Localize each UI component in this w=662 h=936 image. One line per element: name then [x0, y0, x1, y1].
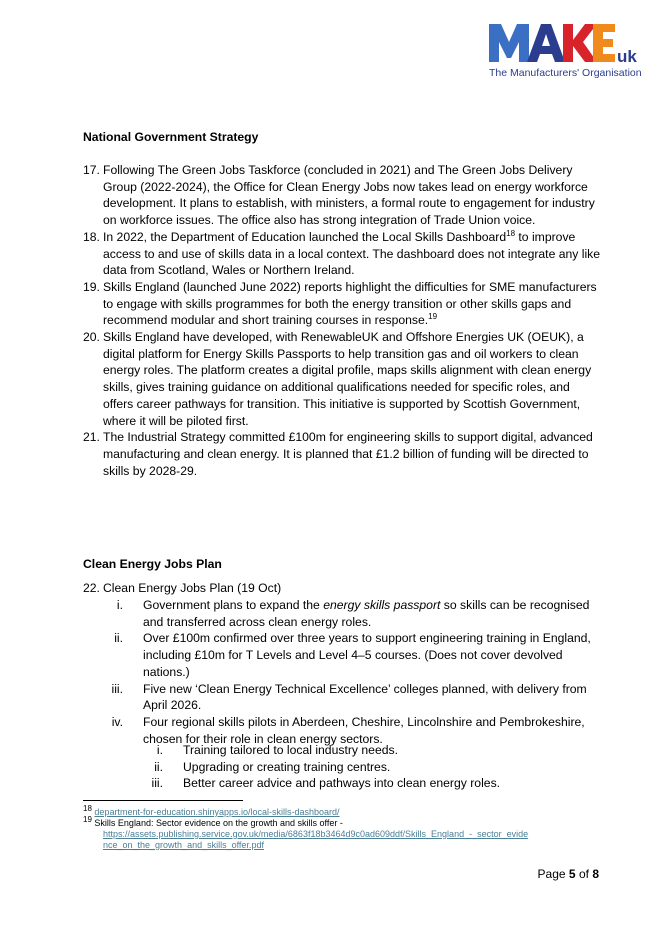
- total-pages: 8: [592, 867, 599, 881]
- item-text: Training tailored to local industry needs.: [183, 743, 398, 757]
- item-number: ii.: [114, 631, 123, 646]
- item-text: Following The Green Jobs Taskforce (concluded in 2021) and The Green Jobs Delivery Group (2022-2024), the Office for Clean Energy Jobs now takes lead on energy workforce development. It plans to establish, with ministers, a formal route to engagement for industry on workforce issues. The office also has strong integration of Trade Union voice.: [103, 163, 595, 228]
- logo-tagline: The Manufacturers' Organisation: [489, 67, 642, 79]
- jobs-plan-sublist: [83, 597, 603, 747]
- item-text: Skills England have developed, with RenewableUK and Offshore Energies UK (OEUK), a digital platform for Energy Skills Passports to help transition gas and oil workers to clean energy roles. The platform creates a digital profile, maps skills alignment with clean energy skills, gives training guidance on additional qualifications needed for specific roles, and offers career pathways for transition. This initiative is supported by Scottish Government, where it will be piloted first.: [103, 330, 592, 428]
- item-number: 18.: [83, 229, 100, 244]
- footnote-ref[interactable]: 18: [506, 228, 516, 238]
- sub-sub-item: [83, 759, 603, 776]
- item-number: 20.: [83, 330, 100, 345]
- item-text: The Industrial Strategy committed £100m for engineering skills to support digital, advanced manufacturing and clean energy. It is planned that £1.2 billion of funding will be directed to skills by 2028-29.: [103, 430, 593, 478]
- item-number: i.: [116, 598, 123, 612]
- page-label: Page: [537, 867, 566, 881]
- svg-text:uk: uk: [617, 47, 637, 64]
- footnote-number: 19: [83, 815, 92, 824]
- list-item: [83, 162, 603, 229]
- list-item: [83, 229, 603, 279]
- item-text: Upgrading or creating training centres.: [183, 759, 391, 774]
- item-number: iv.: [111, 714, 123, 729]
- sub-item: [83, 681, 603, 714]
- current-page: 5: [568, 867, 576, 881]
- footnote-link[interactable]: https://assets.publishing.service.gov.uk/media/6863f18b3464d9c0ad609ddf/Skills_England_-_sector_evidence_on_the_growth_and_skills_offer.pdf: [103, 829, 529, 850]
- item-text: Four regional skills pilots in Aberdeen, Cheshire, Lincolnshire and Pembrokeshire, chosen for their role in clean energy sectors.: [143, 714, 585, 746]
- list-item: [83, 580, 603, 597]
- item-text: to improve access to and use of skills data in a local context. The dashboard does not integrate any like data from Scotland, Wales or Northern Ireland.: [103, 229, 601, 278]
- footnote-number: 18: [83, 804, 92, 813]
- item-emphasis: energy skills passport: [323, 598, 441, 612]
- item-text: Five new ‘Clean Energy Technical Excellence’ colleges planned, with delivery from April 2026.: [143, 681, 587, 713]
- page-of: of: [578, 867, 589, 881]
- make-uk-logo: [489, 22, 649, 82]
- item-number: iii.: [111, 681, 123, 696]
- jobs-plan-list: [83, 580, 603, 597]
- footnote: [83, 815, 533, 851]
- item-text: Over £100m confirmed over three years to support engineering training in England, including £10m for T Levels and Level 4–5 courses. (Does not cover devolved nations.): [143, 631, 591, 679]
- item-text: Government plans to expand the: [143, 598, 324, 612]
- item-number: i.: [156, 743, 163, 757]
- strategy-list: [83, 162, 603, 479]
- sub-item: [83, 630, 603, 680]
- item-number: 19.: [83, 279, 100, 294]
- section-heading: National Government Strategy: [83, 130, 259, 144]
- item-number: 17.: [83, 163, 100, 177]
- footnote-divider: [83, 800, 243, 801]
- item-number: 21.: [83, 430, 100, 445]
- item-text: In 2022, the Department of Education launched the Local Skills Dashboard: [103, 229, 507, 244]
- item-text: so skills can be recognised and transferred across clean energy roles.: [143, 598, 590, 629]
- item-number: iii.: [151, 776, 163, 791]
- list-item: [83, 429, 603, 479]
- item-text: Skills England (launched June 2022) reports highlight the difficulties for SME manufacturers to engage with skills programmes for both the energy transition or other skills gaps and recommend modular and short training courses in response.: [103, 279, 597, 328]
- item-number: ii.: [154, 759, 163, 774]
- list-item: [83, 279, 603, 329]
- footnote-link[interactable]: department-for-education.shinyapps.io/local-skills-dashboard/: [94, 807, 340, 817]
- item-number: 22.: [83, 581, 100, 595]
- footnote: [83, 804, 603, 818]
- list-item: [83, 329, 603, 429]
- footnote-text: Skills England: Sector evidence on the growth and skills offer -: [94, 818, 343, 828]
- section-heading: Clean Energy Jobs Plan: [83, 557, 222, 571]
- sub-sub-item: [83, 775, 603, 792]
- sub-sub-item: [83, 742, 603, 759]
- footnote-ref[interactable]: 19: [428, 312, 438, 322]
- pilot-sublist: [83, 742, 603, 792]
- make-logo-mark: [489, 22, 639, 64]
- item-text: Better career advice and pathways into clean energy roles.: [183, 776, 501, 791]
- item-text: Clean Energy Jobs Plan (19 Oct): [103, 581, 282, 595]
- sub-item: [83, 597, 603, 630]
- page-number: [538, 867, 599, 881]
